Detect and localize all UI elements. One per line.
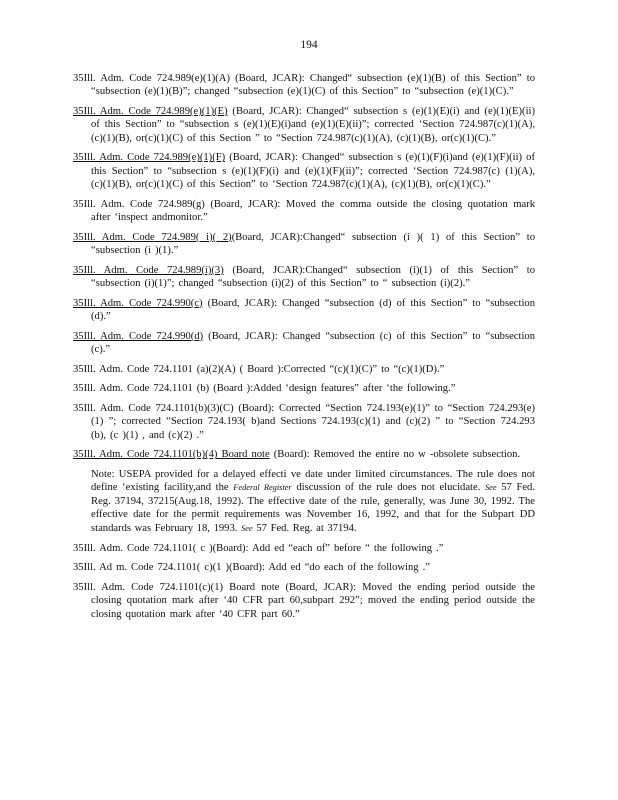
- entry-text: (Board): Add ed “do each of the following .”: [229, 562, 430, 574]
- amendment-entry: [73, 198, 535, 225]
- entry-citation: 35Ill. Adm. Code 724.1101(b)(3)(C): [73, 403, 234, 414]
- note-text-1: Note: USEPA provided for a delayed effecti ve date under limited circumstances. The rule does not define ‘existing facility,and the: [91, 469, 535, 494]
- amendment-entries: [73, 72, 535, 462]
- entry-citation: 35Ill. Adm. Code 724.1101 (b): [73, 383, 210, 395]
- entry-citation: 35Ill. Ad m. Code 724.1101( c)(1 ): [73, 562, 230, 574]
- entry-citation: 35Ill. Adm. Code 724.989(e)(1)(A): [73, 73, 230, 84]
- entry-text: ( Board ):Corrected “(c)(1)(C)” to “(c)(1)(D).”: [235, 363, 445, 375]
- entry-citation: 35Ill. Adm. Code 724.1101( c ): [73, 542, 213, 554]
- entry-citation: 35Ill. Adm. Code 724.1101 (a)(2)(A): [73, 363, 236, 375]
- note-citation-federal-register: Federal Register: [233, 483, 292, 493]
- amendment-entries-after-note: [73, 542, 535, 621]
- amendment-entry: [73, 297, 535, 324]
- entry-text: (Board, JCAR): Moved the comma outside the closing quotation mark after ‘inspect andmonitor.”: [91, 198, 535, 224]
- entry-text: (Board, JCAR): Changed “subsection (c) of this Section” to “subsection (c).”: [91, 330, 535, 356]
- amendment-list: [73, 72, 535, 627]
- amendment-entry: [73, 581, 535, 621]
- amendment-entry: [73, 382, 535, 395]
- entry-citation: 35Ill. Adm. Code 724.989(g): [73, 198, 205, 210]
- entry-text: (Board): Corrected “Section 724.193(e)(1)” to “Section 724.293(e)(1) ”; corrected “Section 724.193( b)and Sections 724.193(c)(1) and (c)(2) ” to “Section 724.293 (b), (c )(1) , and (c)(2) .”: [91, 403, 536, 441]
- amendment-entry: [73, 231, 535, 258]
- note-text-3: 57 Fed. Reg. 37194, 37215(Aug.18, 1992). The effective date of the rule, generally, was June 30, 1992. The effective date for the permit requirements was November 16, 1992, and that for the Subpart DD standards was February 18, 1993.: [91, 482, 535, 534]
- entry-text: (Board, JCAR): Changed“ subsection s (e)(1)(F)(i)and (e)(1)(F)(ii) of this Section” to “subsection s (e)(1)(F)(i) and (e)(1)(F)(ii)”; corrected ‘Section 724.987(c) (1)(A), (c)(1)(B), or(c)(1)(C) of this Section” to ‘Section 724.987(c)(1)(A), (c)(1)(B), or(c)(1)(C).”: [91, 152, 535, 191]
- entry-citation: 35Ill. Adm. Code 724.990(d): [73, 330, 204, 342]
- entry-citation: 35Ill. Adm. Code 724.989(i)(3): [73, 264, 224, 276]
- amendment-entry: [73, 402, 535, 442]
- amendment-entry: [73, 330, 535, 357]
- entry-citation: 35Ill. Adm. Code 724.989(e)(1)(E): [73, 106, 228, 117]
- entry-text: (Board, JCAR): Changed“ subsection s (e)(1)(E)(i) and (e)(1)(E)(ii) of this Section” to “subsection s (e)(1)(E)(i)and (e)(1)(E)(ii)”; corrected ‘Section 724.987(c)(1)(A), (c)(1)(B), or(c)(1)(C) of this Section ” to “Section 724.987(c)(1)(A), (c)(1)(B), or(c)(1)(C).”: [91, 106, 535, 144]
- entry-text: (Board ):Added ‘design features” after ‘the following.”: [209, 383, 456, 395]
- entry-text: (Board, JCAR):Changed“ subsection (i)(1) of this Section” to “subsection (i)(1)”; changed “subsection (i)(2) of this Section” to “ subsection (i)(2).”: [91, 264, 535, 290]
- entry-citation: 35Ill. Adm. Code 724.989(e)(1)(F): [73, 152, 226, 164]
- amendment-entry: [73, 72, 535, 99]
- amendment-entry: [73, 363, 535, 376]
- entry-citation: 35Ill. Adm. Code 724.1101(b)(4) Board note: [73, 449, 270, 461]
- usepa-note: [91, 468, 535, 535]
- entry-text: (Board): Add ed “each of” before “ the following .”: [212, 542, 444, 554]
- entry-citation: 35Ill. Adm. Code 724.989( i)( 2): [73, 231, 232, 243]
- note-see-2: See: [241, 523, 253, 533]
- entry-citation: 35Ill. Adm. Code 724.1101(c)(1): [73, 581, 224, 593]
- entry-text: (Board): Removed the entire no w -obsolete subsection.: [269, 449, 521, 461]
- entry-text: (Board, JCAR):Changed“ subsection (i )( 1) of this Section” to “subsection (i )(1).”: [91, 231, 535, 257]
- amendment-entry: [73, 448, 535, 461]
- entry-citation: 35Ill. Adm. Code 724.990(c): [73, 297, 203, 309]
- page-number: 194: [300, 39, 318, 51]
- amendment-entry: [73, 542, 535, 555]
- entry-text: (Board, JCAR): Changed“ subsection (e)(1)(B) of this Section” to “subsection (e)(1)(B)”; changed “subsection (e)(1)(C) of this Section” to “subsection (e)(1)(C).”: [91, 73, 535, 98]
- entry-text: (Board, JCAR): Changed “subsection (d) of this Section” to “subsection (d).”: [91, 297, 535, 323]
- amendment-entry: [73, 151, 535, 191]
- amendment-entry: [73, 264, 535, 291]
- note-see-1: See: [484, 483, 497, 493]
- entry-text: Board note (Board, JCAR): Moved the ending period outside the closing quotation mark after ‘40 CFR part 60,subpart 292”; moved the ending period outside the closing quotation mark after ‘40 CFR part 60.”: [91, 581, 536, 620]
- amendment-entry: [73, 105, 535, 145]
- amendment-entry: [73, 561, 535, 574]
- note-text-2: discussion of the rule does not elucidate.: [291, 482, 485, 494]
- note-text-4: 57 Fed. Reg. at 37194.: [252, 522, 357, 534]
